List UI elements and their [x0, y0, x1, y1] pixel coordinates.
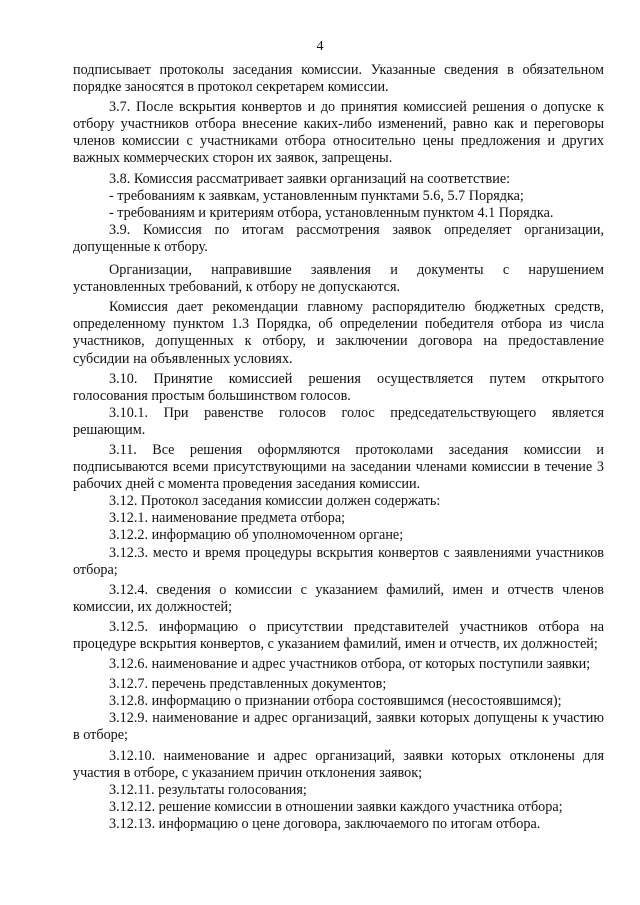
paragraph-3-12-1: 3.12.1. наименование предмета отбора; — [109, 510, 346, 527]
paragraph-3-11: 3.11. Все решения оформляются протоколами заседания комиссии и подписываются всеми присутствующими на заседании членами комиссии в течение 3 рабочих дней с момента проведения заседания комиссии. — [73, 441, 604, 493]
paragraph-3-12-2: 3.12.2. информацию об уполномоченном органе; — [109, 527, 404, 544]
paragraph-3-8: 3.8. Комиссия рассматривает заявки организаций на соответствие: — [109, 170, 511, 187]
paragraph-3-10-1: 3.10.1. При равенстве голосов голос председательствующего является решающим. — [73, 404, 604, 438]
paragraph-3-12-7: 3.12.7. перечень представленных документов; — [109, 676, 387, 693]
paragraph-3-12-11: 3.12.11. результаты голосования; — [109, 781, 307, 798]
paragraph-3-12-4: 3.12.4. сведения о комиссии с указанием фамилий, имен и отчеств членов комиссии, их должностей; — [73, 581, 604, 615]
paragraph-3-12-8: 3.12.8. информацию о признании отбора состоявшимся (несостоявшимся); — [109, 693, 562, 710]
paragraph-3-12-10: 3.12.10. наименование и адрес организаций, заявки которых отклонены для участия в отборе, с указанием причин отклонения заявок; — [73, 747, 604, 781]
paragraph-3-12-5: 3.12.5. информацию о присутствии представителей участников отбора на процедуре вскрытия конвертов, с указанием фамилий, имен и отчеств, их должностей; — [73, 618, 604, 652]
paragraph-organizations-not-admitted: Организации, направившие заявления и документы с нарушением установленных требований, к отбору не допускаются. — [73, 262, 604, 296]
list-item-requirements-criteria: - требованиям и критериям отбора, установленным пунктом 4.1 Порядка. — [109, 204, 554, 221]
paragraph-3-12: 3.12. Протокол заседания комиссии должен содержать: — [109, 493, 441, 510]
paragraph-3-7: 3.7. После вскрытия конвертов и до принятия комиссией решения о допуске к отбору участников отбора внесение каких-либо изменений, равно как и переговоры членов комиссии с участниками отбора относительно цены предложения и других важных коммерческих сторон их заявок, запрещены. — [73, 99, 604, 167]
paragraph-commission-recommendations: Комиссия дает рекомендации главному распорядителю бюджетных средств, определенному пунктом 1.3 Порядка, об определении победителя отбора из числа участников, допущенных к отбору, и заключении договора на предоставление субсидии на объявленных условиях. — [73, 299, 604, 367]
paragraph-3-12-9: 3.12.9. наименование и адрес организаций, заявки которых допущены к участию в отборе; — [73, 710, 604, 744]
paragraph-3-12-6: 3.12.6. наименование и адрес участников отбора, от которых поступили заявки; — [109, 656, 591, 673]
paragraph-3-12-3: 3.12.3. место и время процедуры вскрытия конвертов с заявлениями участников отбора; — [73, 544, 604, 578]
list-item-requirements-applications: - требованиям к заявкам, установленным пунктами 5.6, 5.7 Порядка; — [109, 187, 524, 204]
paragraph-3-10: 3.10. Принятие комиссией решения осуществляется путем открытого голосования простым большинством голосов. — [73, 370, 604, 404]
paragraph-3-12-12: 3.12.12. решение комиссии в отношении заявки каждого участника отбора; — [109, 798, 563, 815]
paragraph-3-9: 3.9. Комиссия по итогам рассмотрения заявок определяет организации, допущенные к отбору. — [73, 221, 604, 255]
page-number: 4 — [316, 39, 324, 54]
document-body — [73, 62, 604, 833]
paragraph-3-12-13: 3.12.13. информацию о цене договора, заключаемого по итогам отбора. — [109, 815, 541, 832]
paragraph-continuation: подписывает протоколы заседания комиссии. Указанные сведения в обязательном порядке заносятся в протокол секретарем комиссии. — [73, 62, 604, 96]
